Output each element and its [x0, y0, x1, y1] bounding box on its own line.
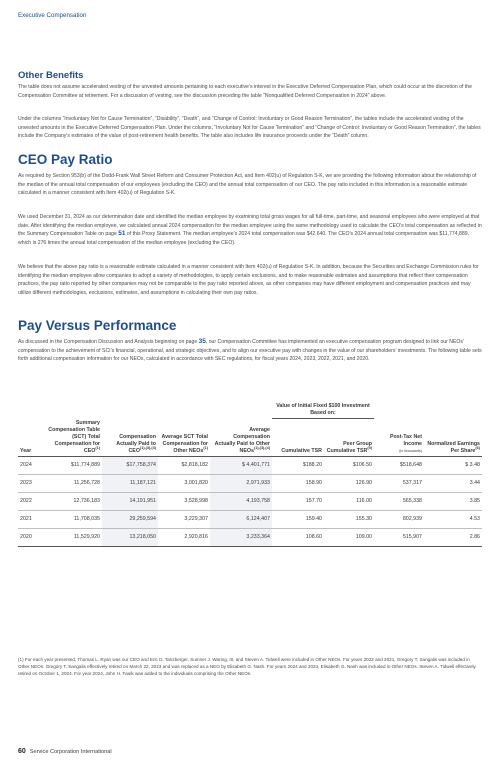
page-reference-link[interactable]: 35	[198, 338, 206, 345]
cell-eps: 4.53	[424, 510, 482, 528]
col-header-normalized-eps: Normalized Earnings Per Share$^{(6)}$	[427, 440, 480, 454]
footnote-1: (1) For each year presented, Thomas L. Ryan was our CEO and Eric D. Tanzberger, Sumner J. Waring, III, and Steven A. Tidwell were included in Other NEOs. For years 2022 and 2021, Gregory T. Sangalis was included in Other NEOs. Gregory T. Sangalis effectively retired on March 22, 2023 and was replaced as a NEO by Elisabeth G. Nash. For years 2024 and 2023, Elisabeth G. Nash was included in Other NEOs. Steven A. Tidwell effectively retired on October 1, 2024. For year 2024, John H. Faulk was added to the individuals comprising the Other NEOs.	[18, 657, 476, 676]
cell-tsr: 157.70	[272, 492, 324, 510]
cell-net-income: 565,338	[374, 492, 424, 510]
cell-cap: 13,218,050	[102, 528, 158, 546]
page-number: 60	[18, 748, 26, 755]
pay-versus-performance-heading: Pay Versus Performance	[18, 318, 177, 333]
cell-cap: 11,187,121	[102, 474, 158, 492]
page-reference-link[interactable]: 51	[118, 230, 126, 238]
cell-cap: 14,191,951	[102, 492, 158, 510]
pay-versus-performance-table	[18, 402, 482, 547]
cell-tsr: 159.40	[272, 510, 324, 528]
cell-sct: 11,256,728	[46, 474, 102, 492]
cell-eps: 2.86	[424, 528, 482, 546]
cell-peer-tsr: $106.50	[324, 456, 374, 474]
table-row	[18, 474, 482, 492]
company-name: Service Corporation International	[29, 749, 112, 755]
col-header-cumulative-tsr: Cumulative TSR	[281, 447, 322, 454]
cell-peer-tsr: 155.30	[324, 510, 374, 528]
cell-avg-sct: $2,818,182	[158, 456, 210, 474]
ceo-pay-ratio-paragraph-2	[18, 213, 482, 247]
cell-net-income: 515,907	[374, 528, 424, 546]
cell-peer-tsr: 116.00	[324, 492, 374, 510]
cell-tsr: 108.60	[272, 528, 324, 546]
other-benefits-heading: Other Benefits	[18, 70, 84, 81]
cell-tsr: $188.20	[272, 456, 324, 474]
cell-year: 2022	[18, 492, 46, 510]
page-footer	[18, 748, 112, 755]
col-header-avg-sct-neo: Average SCT Total Compensation for Other NEOs$^{(1)}$	[161, 433, 208, 454]
cell-sct: 11,529,920	[46, 528, 102, 546]
cell-avg-cap: 3,233,364	[210, 528, 272, 546]
cell-year: 2024	[18, 456, 46, 474]
col-header-avg-cap-neo: Average Compensation Actually Paid to Other NEOs$^{(1),(3),(4)}$	[214, 426, 270, 454]
cell-eps: $ 3.48	[424, 456, 482, 474]
cell-year: 2023	[18, 474, 46, 492]
cell-sct: $11,774,889	[46, 456, 102, 474]
pvp-paragraph-text-b: , our Compensation Committee has implemented an executive compensation program designed to link our NEOs’ compensation to the achievement of SCI’s financial, operational, and strategic objectives, and to align our executive pay with changes in the value of our shareholders’ investments. The following table sets forth additional compensation information for our NEOs, calculated in accordance with SEC regulations, for fiscal years 2024, 2023, 2022, 2021, and 2020.	[18, 339, 482, 363]
cell-avg-sct: 2,920,816	[158, 528, 210, 546]
ceo-pay-ratio-paragraph-2-text-a: We used December 31, 2024 as our determination date and identified the median employee by examining total gross wages for all full-time, part-time, and seasonal employees who were employed at that date. After identifying the median employee, we calculated annual 2024 compensation for the median employee using the same methodology used to calculate the CEO’s total compensation as reflected in the Summary Compensation Table on page	[18, 214, 482, 238]
cell-peer-tsr: 126.90	[324, 474, 374, 492]
table-row	[18, 492, 482, 510]
cell-eps: 3.44	[424, 474, 482, 492]
cell-cap: 29,259,594	[102, 510, 158, 528]
cell-sct: 11,708,035	[46, 510, 102, 528]
other-benefits-paragraph-2: Under the columns “Involuntary Not for Cause Termination”, “Disability”, “Death”, and “Change of Control: Involuntary or Good Reason Termination”, the tables include the accelerated vesting of the unvested amounts in the Executive Deferred Compensation Plan. Under the columns, “Involuntary Not for Cause Termination” and “Change of Control: Involuntary or Good Reason Termination”, the tables include the Company’s estimates of the value of post-retirement health benefits. The table also includes life insurance proceeds under the “Death” column.	[18, 116, 481, 140]
cell-avg-cap: $ 4,401,771	[210, 456, 272, 474]
cell-sct: 12,736,183	[46, 492, 102, 510]
col-header-peer-tsr: Peer Group Cumulative TSR$^{(5)}$	[326, 440, 372, 454]
pay-versus-performance-paragraph	[18, 338, 482, 364]
cell-avg-sct: 3,528,998	[158, 492, 210, 510]
ceo-pay-ratio-paragraph-1: As required by Section 953(b) of the Dodd-Frank Wall Street Reform and Consumer Protection Act, and Item 402(u) of Regulation S-K, we are providing the following information about the relationship of the median of the annual total compensation of our employees (excluding the CEO) and the annual total compensation of our CEO. The pay ratio included in this information is a reasonable estimate calculated in a manner consistent with Item 402(u) of Regulation S-K.	[18, 173, 477, 197]
cell-year: 2020	[18, 528, 46, 546]
cell-cap: $17,758,374	[102, 456, 158, 474]
table-row	[18, 528, 482, 546]
col-header-year: Year	[20, 447, 32, 454]
section-label: Executive Compensation	[18, 12, 87, 19]
table-row	[18, 456, 482, 474]
pvp-paragraph-text-a: As discussed in the Compensation Discussion and Analysis beginning on page	[18, 339, 199, 345]
cell-net-income: 802,939	[374, 510, 424, 528]
cell-tsr: 158.90	[272, 474, 324, 492]
other-benefits-paragraph-1: The table does not assume accelerated vesting of the unvested amounts pertaining to each executive’s interest in the Executive Deferred Compensation Plan, which could occur at the discretion of the Compensation Committee at retirement. For a discussion of vesting, see the discussion preceding the table “Nonqualified Deferred Compensation in 2024” above.	[18, 84, 472, 99]
cell-eps: 3.85	[424, 492, 482, 510]
cell-avg-cap: 6,124,407	[210, 510, 272, 528]
cell-avg-cap: 2,971,933	[210, 474, 272, 492]
col-header-sct-ceo: Summary Compensation Table (SCT) Total Compensation for CEO$^{(1)}$	[48, 419, 100, 454]
cell-year: 2021	[18, 510, 46, 528]
table-row	[18, 510, 482, 528]
ceo-pay-ratio-heading: CEO Pay Ratio	[18, 152, 113, 167]
investment-group-header: Value of Initial Fixed $100 Investment Based on:	[272, 402, 374, 419]
cell-avg-sct: 3,001,820	[158, 474, 210, 492]
cell-avg-sct: 3,229,307	[158, 510, 210, 528]
ceo-pay-ratio-paragraph-2-text-b: of this Proxy Statement. The median employee’s 2024 total compensation was $42,640. The CEO’s 2024 annual total compensation was $11,774,889, which is 276 times the annual total compensation of the median employee (excluding the CEO).	[18, 231, 470, 246]
cell-net-income: $518,648	[374, 456, 424, 474]
cell-peer-tsr: 109.00	[324, 528, 374, 546]
cell-avg-cap: 4,193,758	[210, 492, 272, 510]
cell-net-income: 537,317	[374, 474, 424, 492]
col-header-net-income: Post-Tax Net Income (in thousands)	[390, 433, 422, 453]
ceo-pay-ratio-paragraph-3: We believe that the above pay ratio is a reasonable estimate calculated in a manner consistent with Item 402(u) of Regulation S-K. In addition, because the Securities and Exchange Commission rules for identifying the median employee allow companies to adopt a variety of methodologies, to apply certain exclusions, and to make reasonable estimates and assumptions that reflect their compensation practices, the pay ratio reported by other companies may not be comparable to the pay ratio reported above, as other companies may have different employment and compensation practices and may utilize different methodologies, exclusions, estimates, and assumptions in calculating their own pay ratios.	[18, 264, 479, 296]
col-header-cap-ceo: Compensation Actually Paid to $CEO^{(1),(3),(4)}$	[116, 433, 156, 454]
